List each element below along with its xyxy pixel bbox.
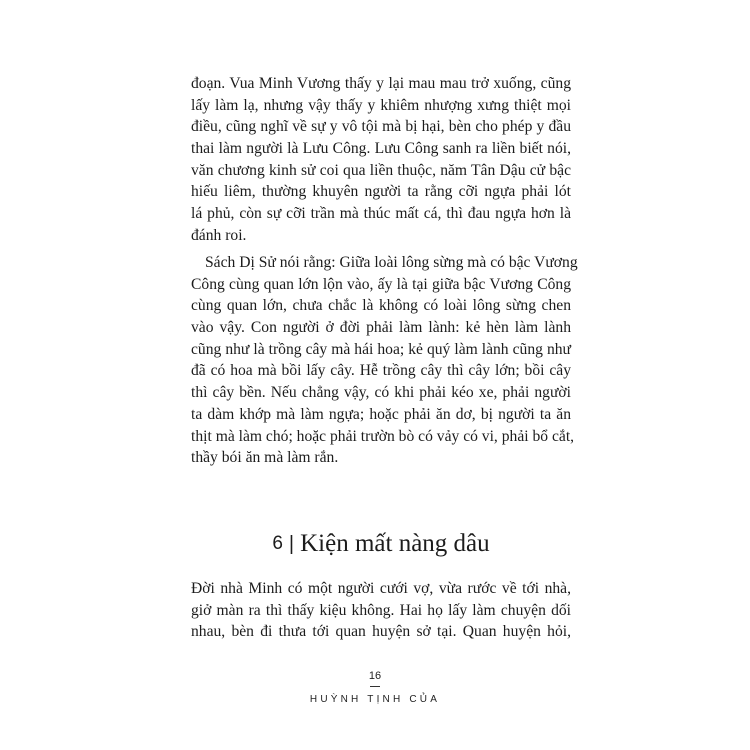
text-line: thai làm người là Lưu Công. Lưu Công sanh ra liền biết nói, [191, 140, 571, 158]
text-line: hiếu liêm, thường khuyên người ta rằng cỡi ngựa phải lót [191, 183, 571, 201]
text-line: nhau, bèn đi thưa tới quan huyện sở tại. Quan huyện hỏi, [191, 623, 571, 641]
chapter-separator: | [288, 532, 295, 555]
text-line: đã có hoa mà bồi lấy cây. Hễ trồng cây thì cây lớn; bồi cây [191, 362, 571, 380]
text-line: lá phủ, còn sự cỡi trần mà thúc mất cá, thì đau ngựa hơn là [191, 205, 571, 223]
running-footer-author: HUỲNH TỊNH CỦA [309, 694, 441, 705]
text-line: điều, cũng nghĩ về sự y vô tội mà bị hại, bèn cho phép y đầu [191, 118, 571, 136]
text-line: giở màn ra thì thấy kiệu không. Hai họ lấy làm chuyện dối [191, 601, 571, 619]
text-line: ta dàm khớp mà làm ngựa; hoặc phải ăn dơ, bị người ta ăn [191, 405, 571, 423]
text-line: cùng quan lớn, chưa chắc là không có loài lông sừng chen [191, 297, 571, 315]
text-line: thì cây bền. Nếu chẳng vậy, có khi phải kéo xe, phải người [191, 384, 571, 402]
text-line: thầy bói ăn mà làm rắn. [191, 449, 339, 467]
chapter-heading [191, 530, 571, 558]
text-line: cũng như là trồng cây mà hái hoa; kẻ quý làm lành cũng như [191, 340, 571, 358]
text-line: văn chương kinh sử coi qua liền thuộc, năm Tân Dậu cử bậc [191, 161, 571, 179]
paragraph-1 [191, 73, 571, 247]
chapter-title: Kiện mất nàng dâu [300, 530, 490, 557]
chapter-number: 6 [272, 533, 283, 554]
text-line: Công cùng quan lớn lộn vào, ấy là tại giữa bậc Vương Công [191, 275, 571, 293]
text-line: lấy làm lạ, nhưng vậy thấy y khiêm nhượng xưng thiệt mọi [191, 96, 571, 114]
text-line: Sách Dị Sử nói rằng: Giữa loài lông sừng mà có bậc Vương [205, 254, 578, 271]
page-number: 16 [368, 670, 382, 682]
text-line: Đời nhà Minh có một người cưới vợ, vừa rước về tới nhà, [191, 580, 571, 597]
paragraph-3 [191, 578, 571, 643]
paragraph-2 [191, 252, 578, 469]
text-line: vào vậy. Con người ở đời phải làm lành: kẻ hèn làm lành [191, 319, 571, 337]
text-line: đánh roi. [191, 226, 247, 244]
footer-divider [370, 686, 380, 687]
text-line: đoạn. Vua Minh Vương thấy y lại mau mau trở xuống, cũng [191, 75, 571, 92]
text-line: thịt mà làm chó; hoặc phải trườn bò có vảy có vi, phải bổ cắt, [191, 427, 575, 445]
